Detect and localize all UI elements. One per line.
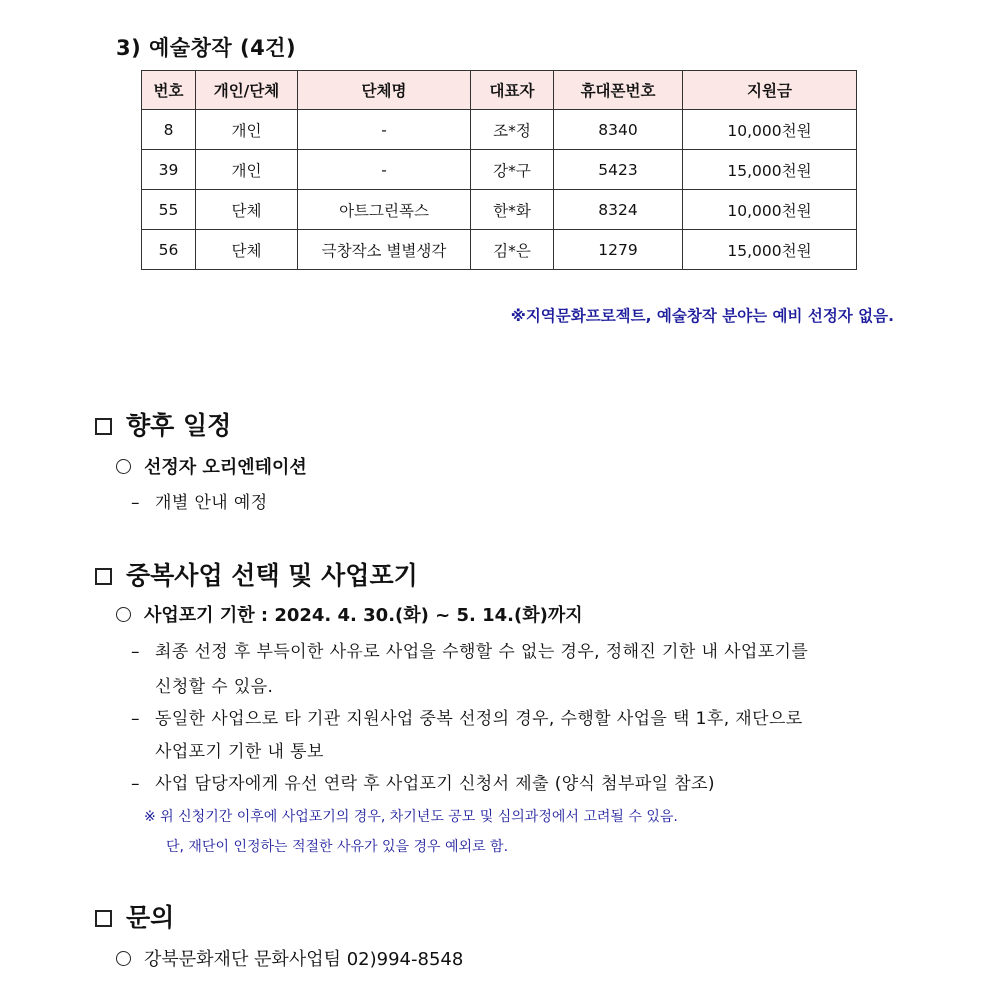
deadline-item <box>116 601 583 627</box>
contact-heading-text: 문의 <box>126 903 175 932</box>
duplicate-line-1-text: 최종 선정 후 부득이한 사유로 사업을 수행할 수 없는 경우, 정해진 기한 내 사업포기를 <box>155 642 809 662</box>
header-group-name: 단체명 <box>298 71 471 110</box>
cell-amount: 10,000천원 <box>683 110 857 150</box>
schedule-item-text: 선정자 오리엔테이션 <box>144 457 307 478</box>
header-phone: 휴대폰번호 <box>554 71 683 110</box>
table-row <box>142 190 857 230</box>
schedule-heading <box>95 406 231 442</box>
duplicate-heading <box>95 556 418 592</box>
dash-bullet-icon: – <box>131 709 140 729</box>
cell-phone: 1279 <box>554 230 683 270</box>
cell-number: 55 <box>142 190 196 230</box>
cell-type: 개인 <box>196 150 298 190</box>
header-number: 번호 <box>142 71 196 110</box>
duplicate-line-2-cont: 사업포기 기한 내 통보 <box>155 742 324 762</box>
checkbox-square-icon <box>95 568 112 585</box>
cell-group-name: 극창작소 별별생각 <box>298 230 471 270</box>
cell-number: 39 <box>142 150 196 190</box>
checkbox-square-icon <box>95 418 112 435</box>
cell-representative: 김*은 <box>471 230 554 270</box>
cell-representative: 강*구 <box>471 150 554 190</box>
cell-group-name: - <box>298 110 471 150</box>
duplicate-line-1-cont: 신청할 수 있음. <box>155 677 274 697</box>
contact-item <box>116 945 463 971</box>
dash-bullet-icon: – <box>131 642 140 662</box>
cell-phone: 5423 <box>554 150 683 190</box>
duplicate-line-3 <box>131 769 715 794</box>
table-row <box>142 150 857 190</box>
circle-bullet-icon <box>116 951 131 966</box>
table-row <box>142 230 857 270</box>
cell-amount: 15,000천원 <box>683 230 857 270</box>
duplicate-heading-text: 중복사업 선택 및 사업포기 <box>126 561 418 590</box>
schedule-detail-text: 개별 안내 예정 <box>155 493 268 513</box>
circle-bullet-icon <box>116 607 131 622</box>
section-title: 3) 예술창작 (4건) <box>116 36 297 60</box>
cell-type: 단체 <box>196 190 298 230</box>
cell-group-name: 아트그린폭스 <box>298 190 471 230</box>
deadline-text: 사업포기 기한 : 2024. 4. 30.(화) ~ 5. 14.(화)까지 <box>144 605 583 626</box>
cell-phone: 8324 <box>554 190 683 230</box>
header-representative: 대표자 <box>471 71 554 110</box>
header-type: 개인/단체 <box>196 71 298 110</box>
cell-representative: 조*정 <box>471 110 554 150</box>
duplicate-line-2 <box>131 704 803 729</box>
cell-amount: 10,000천원 <box>683 190 857 230</box>
duplicate-line-1 <box>131 637 808 662</box>
cell-number: 8 <box>142 110 196 150</box>
cell-phone: 8340 <box>554 110 683 150</box>
dash-bullet-icon: – <box>131 774 140 794</box>
cell-type: 개인 <box>196 110 298 150</box>
header-amount: 지원금 <box>683 71 857 110</box>
cell-group-name: - <box>298 150 471 190</box>
no-alternates-note: ※지역문화프로젝트, 예술창작 분야는 예비 선정자 없음. <box>510 307 894 325</box>
table-header-row <box>142 71 857 110</box>
duplicate-line-3-text: 사업 담당자에게 유선 연락 후 사업포기 신청서 제출 (양식 첨부파일 참조) <box>155 774 715 794</box>
contact-heading <box>95 898 174 934</box>
duplicate-note-1: ※ 위 신청기간 이후에 사업포기의 경우, 차기년도 공모 및 심의과정에서 고려될 수 있음. <box>144 809 678 825</box>
schedule-heading-text: 향후 일정 <box>126 411 232 440</box>
cell-amount: 15,000천원 <box>683 150 857 190</box>
schedule-detail <box>131 488 268 513</box>
table-row <box>142 110 857 150</box>
circle-bullet-icon <box>116 459 131 474</box>
checkbox-square-icon <box>95 910 112 927</box>
cell-type: 단체 <box>196 230 298 270</box>
schedule-item <box>116 453 307 479</box>
cell-number: 56 <box>142 230 196 270</box>
dash-bullet-icon: – <box>131 493 140 513</box>
duplicate-note-2: 단, 재단이 인정하는 적절한 사유가 있을 경우 예외로 함. <box>166 839 509 855</box>
cell-representative: 한*화 <box>471 190 554 230</box>
duplicate-line-2-text: 동일한 사업으로 타 기관 지원사업 중복 선정의 경우, 수행할 사업을 택 1후, 재단으로 <box>155 709 803 729</box>
contact-item-text: 강북문화재단 문화사업팀 02)994-8548 <box>144 949 464 970</box>
awards-table <box>141 70 857 270</box>
